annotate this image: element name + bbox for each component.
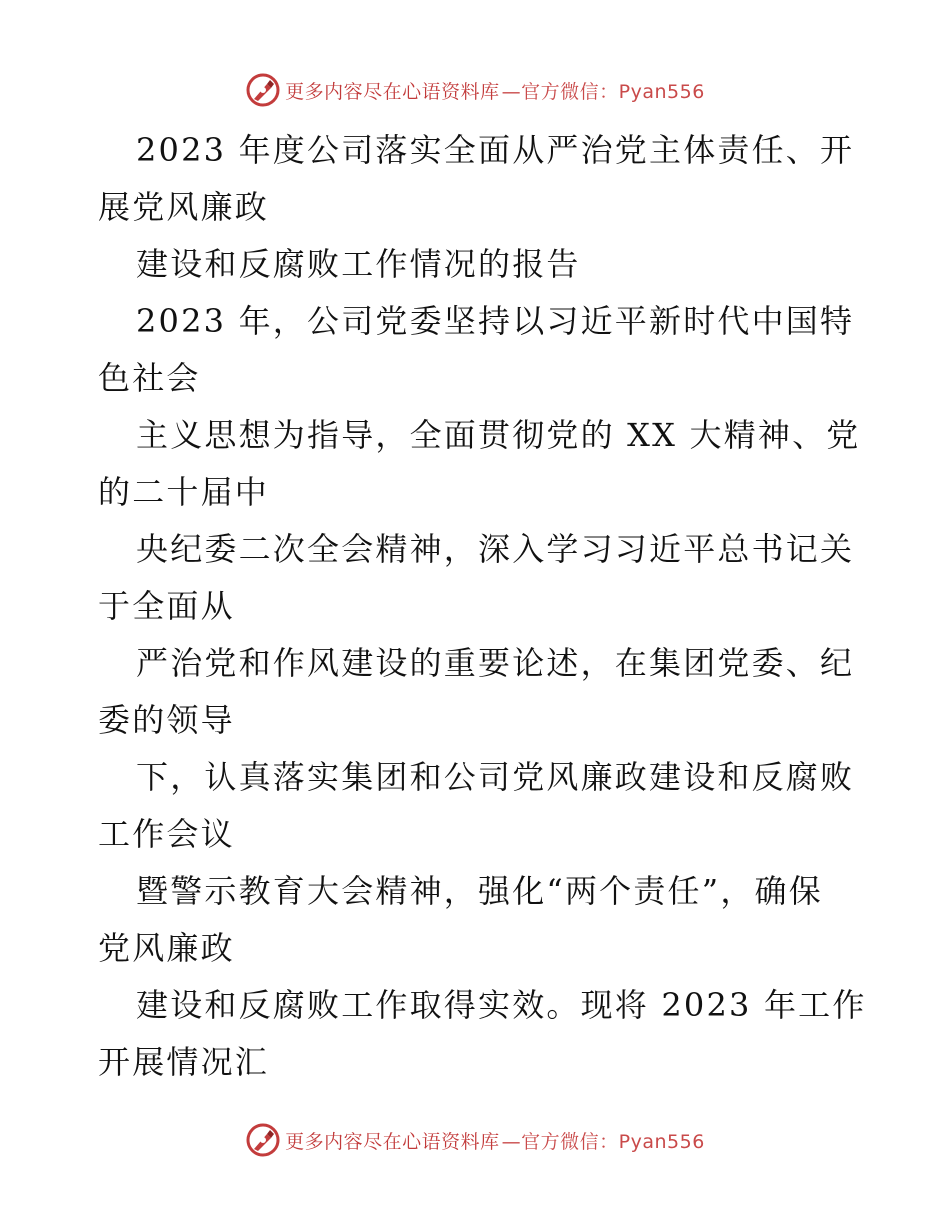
text-line: 委的领导 [98,701,235,739]
banner-main-text: 更多内容尽在心语资料库 [285,1130,500,1153]
banner-sub-text: —官方微信：Pyan556 [501,80,705,103]
text-line: 主义思想为指导，全面贯彻党的 XX 大精神、党 [136,416,861,454]
text-line: 下，认真落实集团和公司党风廉政建设和反腐败 [136,758,855,796]
text-line: 色社会 [98,359,201,397]
text-line: 的二十届中 [98,473,270,511]
text-line: 工作会议 [98,815,235,853]
text-line: 展党风廉政 [98,188,270,226]
header-banner [0,70,950,110]
text-line: 2023 年度公司落实全面从严治党主体责任、开 [136,131,855,169]
text-line: 建设和反腐败工作取得实效。现将 2023 年工作 [136,986,867,1024]
banner-main-text: 更多内容尽在心语资料库 [285,80,500,103]
text-line: 于全面从 [98,587,235,625]
text-line: 2023 年，公司党委坚持以习近平新时代中国特 [136,302,855,340]
footer-banner [0,1120,950,1160]
text-line: 建设和反腐败工作情况的报告 [136,245,581,283]
banner-sub-text: —官方微信：Pyan556 [501,1130,705,1153]
text-line: 央纪委二次全会精神，深入学习习近平总书记关 [136,530,855,568]
text-line: 暨警示教育大会精神，强化“两个责任”，确保 [136,872,823,910]
text-line: 开展情况汇 [98,1043,270,1081]
document-body [98,122,867,1091]
pen-circle-logo-icon [245,1122,281,1158]
pen-circle-logo-icon [245,72,281,108]
text-line: 严治党和作风建设的重要论述，在集团党委、纪 [136,644,855,682]
text-line: 党风廉政 [98,929,235,967]
